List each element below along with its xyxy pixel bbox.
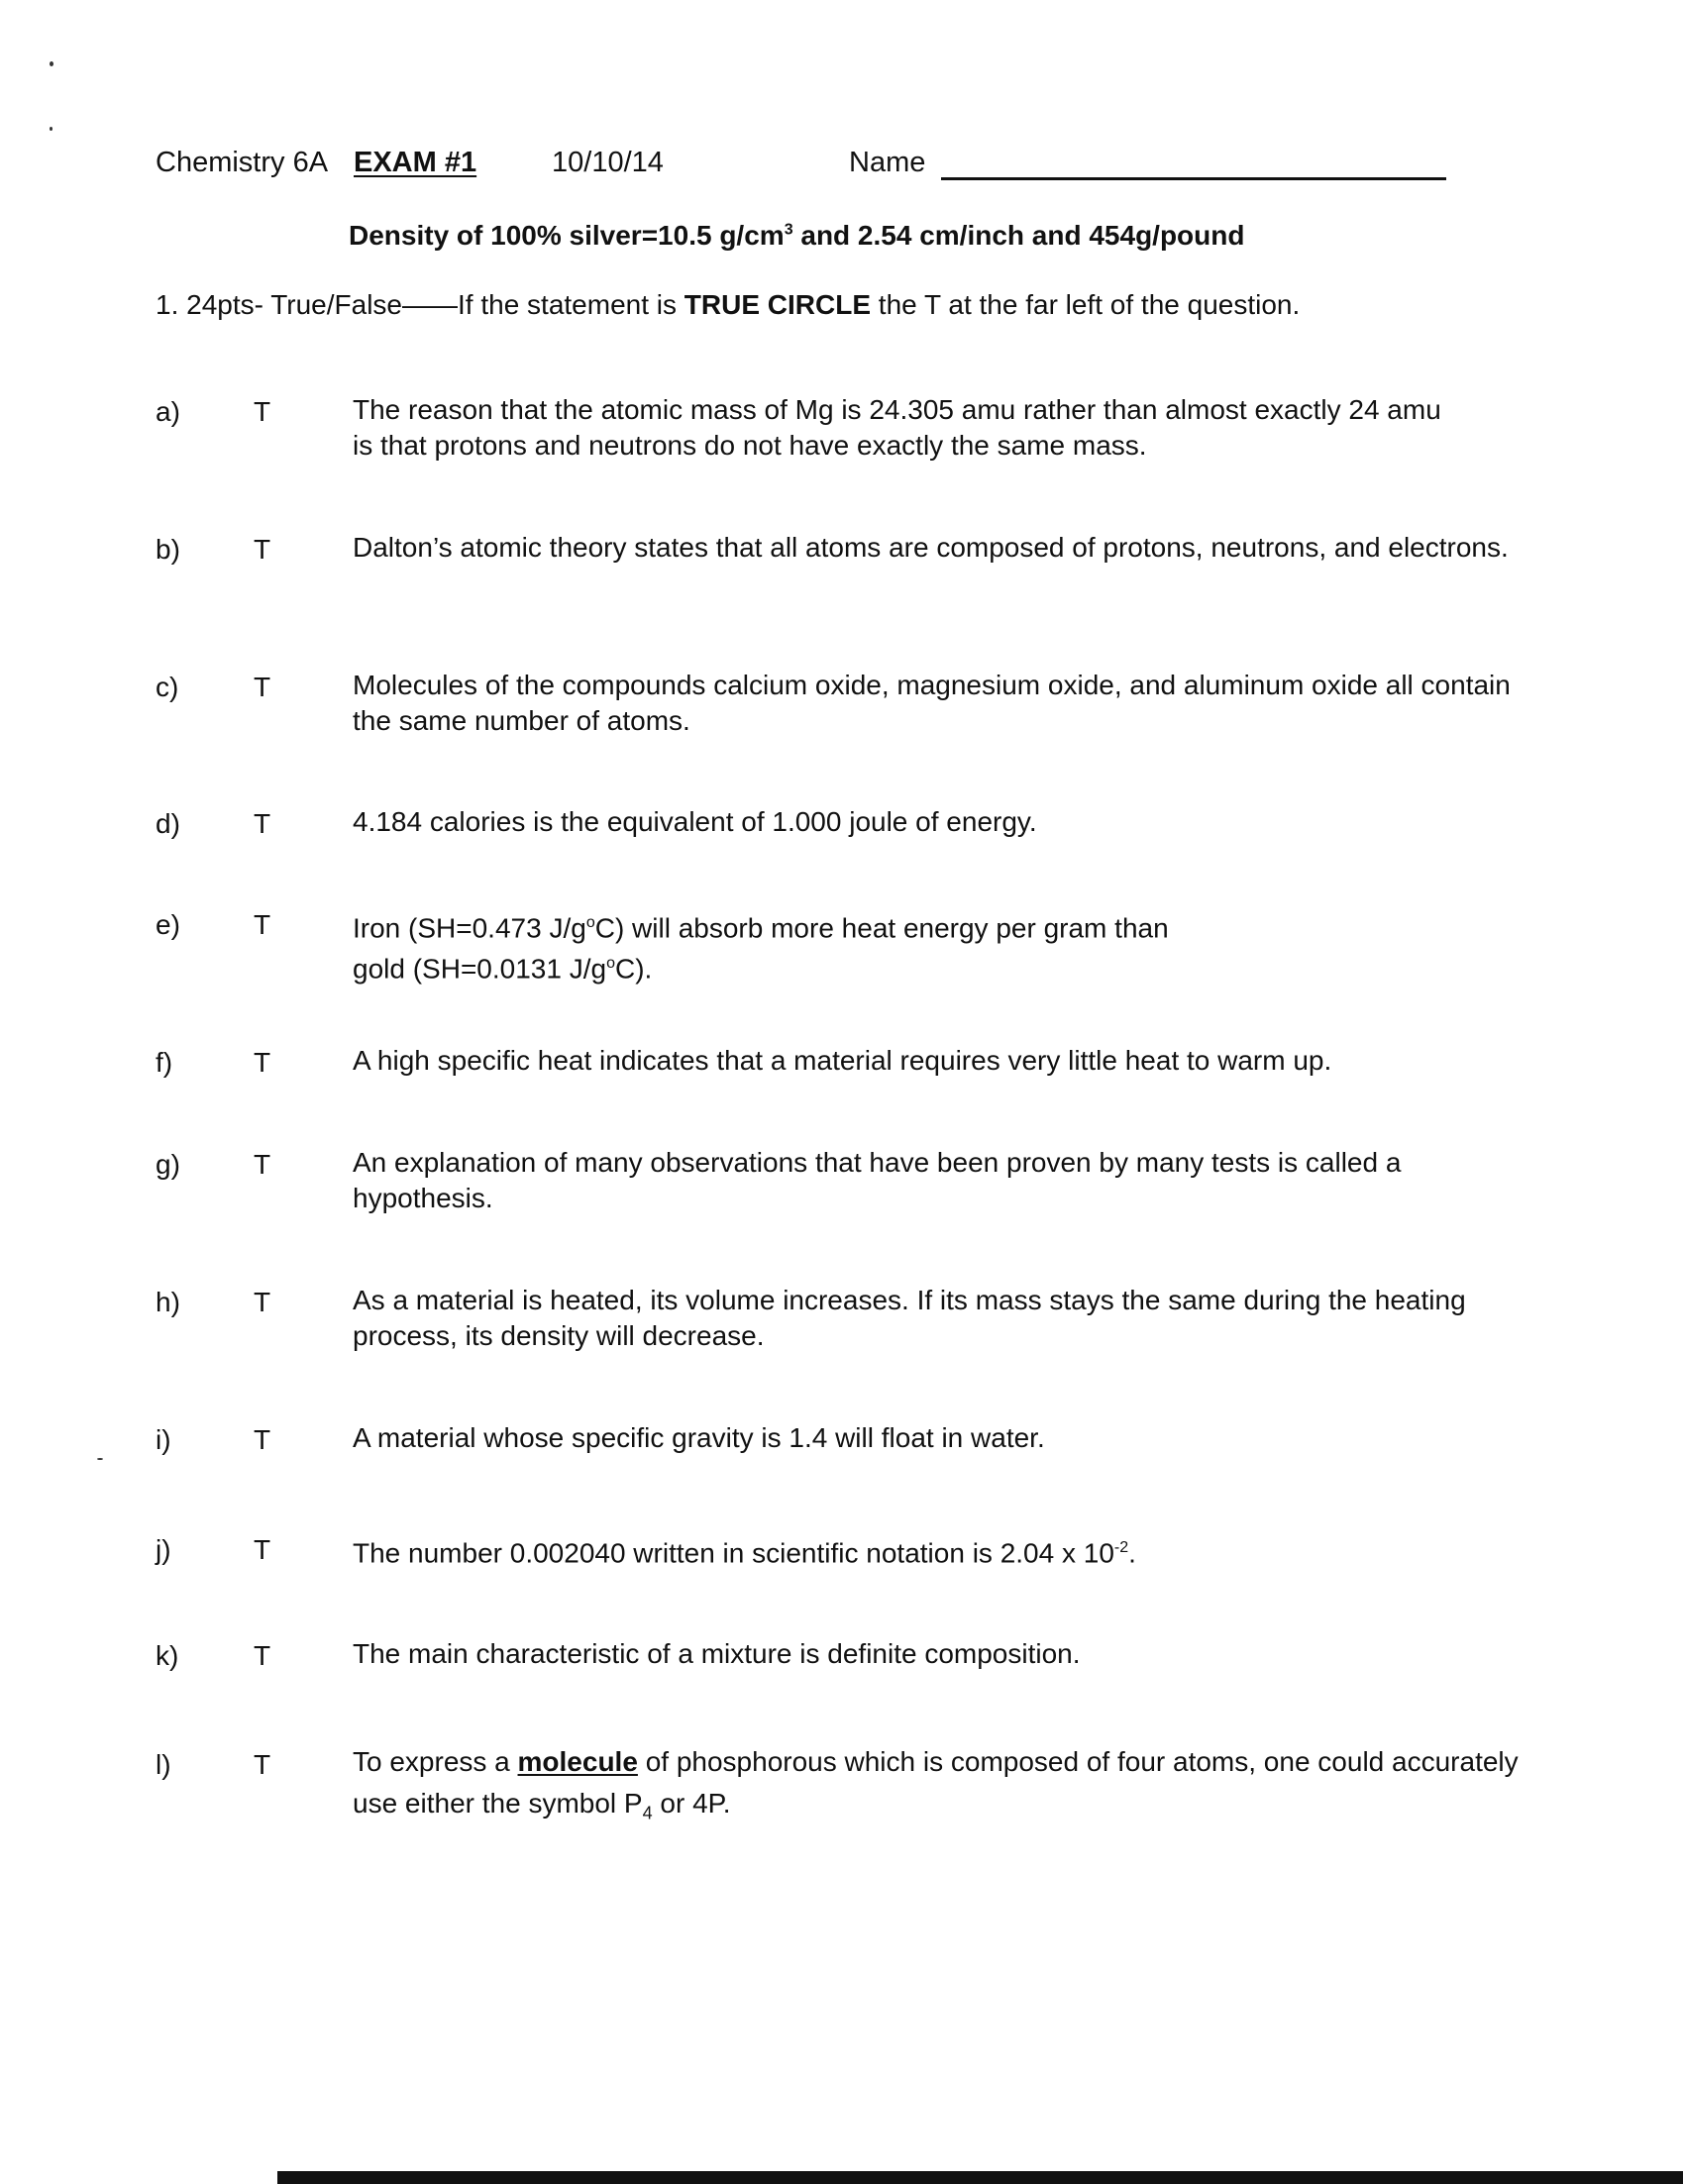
true-marker[interactable]: T — [254, 534, 271, 565]
question-text-c: or 4P. — [652, 1788, 731, 1819]
question-letter: g) — [156, 1149, 180, 1180]
question-text — [353, 905, 1522, 988]
question-letter: e) — [156, 909, 180, 940]
section-instructions — [156, 289, 1300, 321]
true-marker[interactable]: T — [254, 909, 271, 940]
emphasized-word: molecule — [517, 1746, 638, 1777]
question-letter: l) — [156, 1749, 171, 1780]
question-text: 4.184 calories is the equivalent of 1.000 joule of energy. — [353, 806, 1037, 837]
question-text: Dalton’s atomic theory states that all atoms are composed of protons, neutrons, and electrons. — [353, 532, 1509, 563]
instructions-prefix: 1. 24pts- True/False——If the statement is — [156, 289, 684, 320]
scan-speck — [50, 61, 53, 66]
question-text-line2-end: C). — [614, 953, 653, 985]
question-text: As a material is heated, its volume increases. If its mass stays the same during the heating process, its density will decrease. — [353, 1285, 1466, 1351]
question-letter: b) — [156, 534, 180, 565]
question-letter: c) — [156, 672, 179, 702]
question-letter: a) — [156, 396, 180, 427]
degree-sup: o — [585, 914, 595, 931]
question-letter: k) — [156, 1640, 179, 1671]
true-marker[interactable]: T — [254, 396, 271, 427]
question-text-line1: Iron (SH=0.473 J/g — [353, 912, 586, 944]
name-blank-line — [941, 177, 1446, 180]
question-text — [353, 1741, 1522, 1834]
question-text: A material whose specific gravity is 1.4 will float in water. — [353, 1422, 1045, 1453]
question-text-b: of phosphorous which is composed of four atoms, one could accurately use either the symbol P — [353, 1746, 1519, 1819]
scan-speck — [50, 127, 53, 131]
question-text: An explanation of many observations that have been proven by many tests is called a hypothesis. — [353, 1147, 1402, 1213]
course-title: Chemistry 6A — [156, 147, 329, 178]
question-letter: i) — [156, 1424, 171, 1455]
question-letter: f) — [156, 1047, 173, 1078]
exam-title: EXAM #1 — [354, 147, 477, 178]
question-text: Molecules of the compounds calcium oxide, magnesium oxide, and aluminum oxide all contain the same number of atoms. — [353, 670, 1511, 736]
question-text: The reason that the atomic mass of Mg is 24.305 amu rather than almost exactly 24 amu is that protons and neutrons do not have exactly the same mass. — [353, 394, 1441, 461]
instructions-true: TRUE — [684, 289, 761, 320]
question-text-a: To express a — [353, 1746, 518, 1777]
question-letter: h) — [156, 1287, 180, 1317]
exponent-sup: -2 — [1113, 1539, 1129, 1556]
subscript-four: 4 — [642, 1803, 653, 1823]
exam-date: 10/10/14 — [552, 147, 664, 178]
true-marker[interactable]: T — [254, 1047, 271, 1078]
true-marker[interactable]: T — [254, 1149, 271, 1180]
question-text-line1-end: C) will absorb more heat energy per gram than — [594, 912, 1169, 944]
question-text-line2: gold (SH=0.0131 J/g — [353, 953, 607, 985]
degree-sup: o — [606, 955, 615, 973]
given-constants — [349, 220, 1244, 252]
instructions-circle: CIRCLE — [767, 289, 872, 320]
question-text: The main characteristic of a mixture is definite composition. — [353, 1638, 1081, 1669]
question-text-main: The number 0.002040 written in scientific notation is 2.04 x 10 — [353, 1537, 1114, 1569]
true-marker[interactable]: T — [254, 1534, 271, 1565]
scan-bottom-edge — [277, 2171, 1683, 2184]
instructions-suffix: the T at the far left of the question. — [871, 289, 1301, 320]
name-label: Name — [849, 147, 926, 178]
scan-speck — [97, 1458, 103, 1460]
question-text-end: . — [1128, 1537, 1136, 1569]
question-text — [353, 1530, 1522, 1571]
question-letter: d) — [156, 808, 180, 839]
true-marker[interactable]: T — [254, 1749, 271, 1780]
constants-superscript: 3 — [784, 221, 793, 239]
true-marker[interactable]: T — [254, 1287, 271, 1317]
constants-part1: Density of 100% silver=10.5 g/cm — [349, 220, 785, 251]
true-marker[interactable]: T — [254, 1640, 271, 1671]
true-marker[interactable]: T — [254, 672, 271, 702]
question-letter: j) — [156, 1534, 171, 1565]
constants-part2: and 2.54 cm/inch and 454g/pound — [792, 220, 1245, 251]
true-marker[interactable]: T — [254, 808, 271, 839]
question-text: A high specific heat indicates that a material requires very little heat to warm up. — [353, 1045, 1332, 1076]
true-marker[interactable]: T — [254, 1424, 271, 1455]
